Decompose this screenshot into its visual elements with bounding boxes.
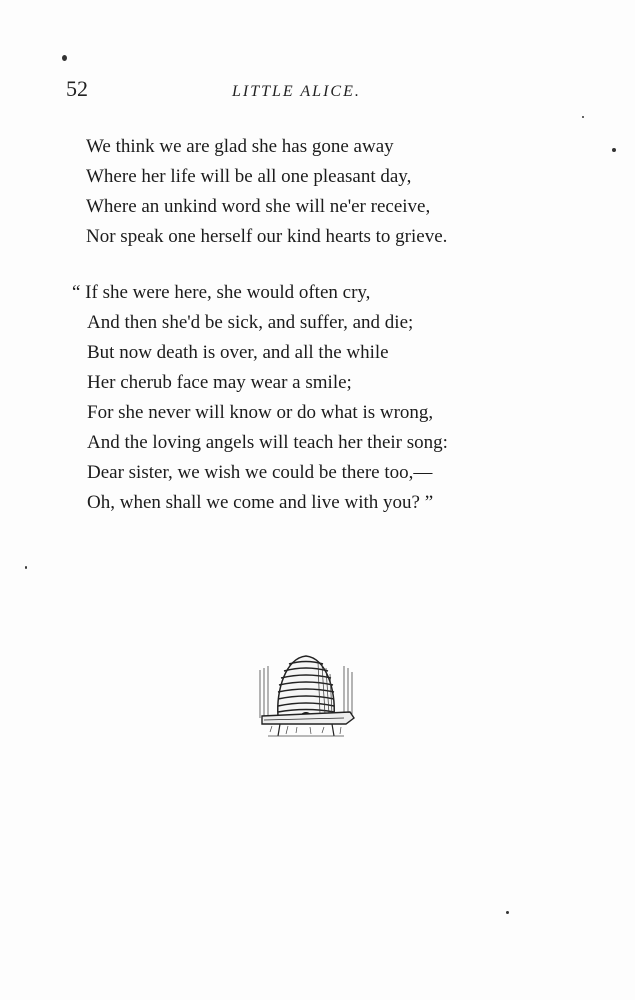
poem-line: Dear sister, we wish we could be there too,— (87, 462, 433, 483)
poem-line: “ If she were here, she would often cry, (72, 282, 371, 303)
running-title: LITTLE ALICE. (232, 83, 361, 100)
poem-line: We think we are glad she has gone away (86, 136, 394, 157)
poem-line: And then she'd be sick, and suffer, and die; (87, 312, 414, 333)
poem-line: But now death is over, and all the while (87, 342, 389, 363)
poem-line: Where an unkind word she will ne'er receive, (86, 196, 431, 217)
ink-speck (612, 148, 616, 152)
stanza-1 (86, 132, 447, 252)
poem-line: Nor speak one herself our kind hearts to grieve. (86, 226, 448, 247)
poem-line: For she never will know or do what is wrong, (87, 402, 434, 423)
ink-speck (62, 55, 67, 61)
stanza-2 (72, 278, 448, 518)
poem-line: And the loving angels will teach her their song: (87, 432, 448, 453)
ink-speck (25, 566, 27, 569)
poem-line: Where her life will be all one pleasant day, (86, 166, 412, 187)
ink-speck (582, 116, 584, 118)
poem-line: Oh, when shall we come and live with you? ” (87, 492, 434, 513)
beehive-icon (256, 650, 356, 742)
page-number: 52 (66, 76, 88, 101)
poem-line: Her cherub face may wear a smile; (87, 372, 352, 393)
ink-speck (506, 911, 509, 914)
